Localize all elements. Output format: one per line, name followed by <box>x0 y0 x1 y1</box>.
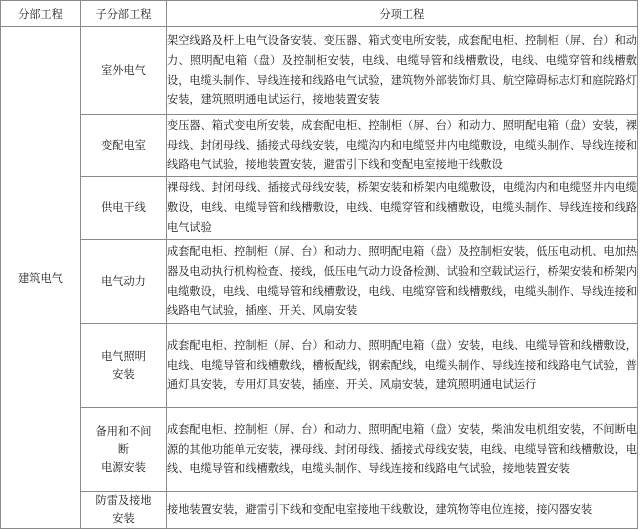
items-cell: 架空线路及杆上电气设备安装、变压器、箱式变电所安装，成套配电柜、控制柜（屏、台）和动力、照明配电箱（盘）及控制柜安装，电线、电缆导管和线槽敷设，电线、电缆穿管和线槽敷设，电缆头制作、导线连接和线路电气试验，建筑物外部装饰灯具、航空障碍标志灯和庭院路灯安装，建筑照明通电试运行，接地装置安装 <box>167 27 638 115</box>
subdivision-cell <box>81 324 167 408</box>
subdivision-line: 室外电气 <box>101 63 146 77</box>
subdivision-line: 备用和不间 <box>95 424 152 438</box>
table-row <box>1 115 638 177</box>
subdivision-cell <box>81 240 167 324</box>
table-row <box>1 240 638 324</box>
items-cell: 成套配电柜、控制柜（屏、台）和动力、照明配电箱（盘）安装，电线、电缆导管和线槽敷设，电线、电缆导管和线槽敷线，槽板配线，钢索配线，电缆头制作、导线连接和线路电气试验，普通灯具安装，专用灯具安装，插座、开关、风扇安装，建筑照明通电试运行 <box>167 324 638 408</box>
subdivision-cell <box>81 408 167 492</box>
items-cell: 变压器、箱式变电所安装，成套配电柜、控制柜（屏、台）和动力、照明配电箱（盘）安装，裸母线、封闭母线、插接式母线安装，电缆沟内和电缆竖井内电缆敷设，电缆头制作、导线连接和线路电气试验，接地装置安装，避雷引下线和变配电室接地干线敷设 <box>167 115 638 177</box>
subdivision-line: 断 <box>117 442 130 456</box>
table-row <box>1 324 638 408</box>
header-row <box>1 1 638 27</box>
subdivision-line: 安装 <box>112 512 135 525</box>
subdivision-line: 电气照明 <box>101 349 146 363</box>
subdivision-cell <box>81 27 167 115</box>
items-cell: 接地装置安装，避雷引下线和变配电室接地干线敷设，建筑物等电位连接，接闪器安装 <box>167 492 638 529</box>
table-row <box>1 27 638 115</box>
subdivision-cell <box>81 492 167 529</box>
subdivision-line: 安装 <box>112 367 135 381</box>
subdivision-line: 变配电室 <box>101 138 146 152</box>
table-row <box>1 408 638 492</box>
division-cell: 建筑电气 <box>1 27 81 529</box>
table-row <box>1 492 638 529</box>
subdivision-line: 供电干线 <box>101 201 146 214</box>
header-items: 分项工程 <box>167 1 638 27</box>
items-cell: 成套配电柜、控制柜（屏、台）和动力、照明配电箱（盘）安装，柴油发电机组安装，不间断电源的其他功能单元安装，裸母线、封闭母线、插接式母线安装，电线、电缆导管和线槽敷设，电线、电缆导管和线槽敷线，电缆头制作、导线连接和线路电气试验，接地装置安装 <box>167 408 638 492</box>
subdivision-cell <box>81 115 167 177</box>
subdivision-line: 电源安装 <box>101 460 146 474</box>
header-subdivision: 子分部工程 <box>81 1 167 27</box>
subdivision-line: 防雷及接地 <box>95 494 152 507</box>
subdivision-line: 电气动力 <box>101 274 146 288</box>
table-row <box>1 177 638 240</box>
items-cell: 成套配电柜、控制柜（屏、台）和动力、照明配电箱（盘）及控制柜安装，低压电动机、电加热器及电动执行机构检查、接线，低压电气动力设备检测、试验和空载试运行，桥架安装和桥架内电缆敷设，电线、电缆导管和线槽敷设，电线、电缆穿管和线槽敷线，电缆头制作、导线连接和线路电气试验，插座、开关、风扇安装 <box>167 240 638 324</box>
items-cell: 裸母线、封闭母线、插接式母线安装，桥架安装和桥架内电缆敷设，电缆沟内和电缆竖井内电缆敷设，电线、电缆导管和线槽敷设，电线、电缆穿管和线槽敷设，电缆头制作、导线连接和线路电气试验 <box>167 177 638 240</box>
header-division: 分部工程 <box>1 1 81 27</box>
subdivision-cell <box>81 177 167 240</box>
